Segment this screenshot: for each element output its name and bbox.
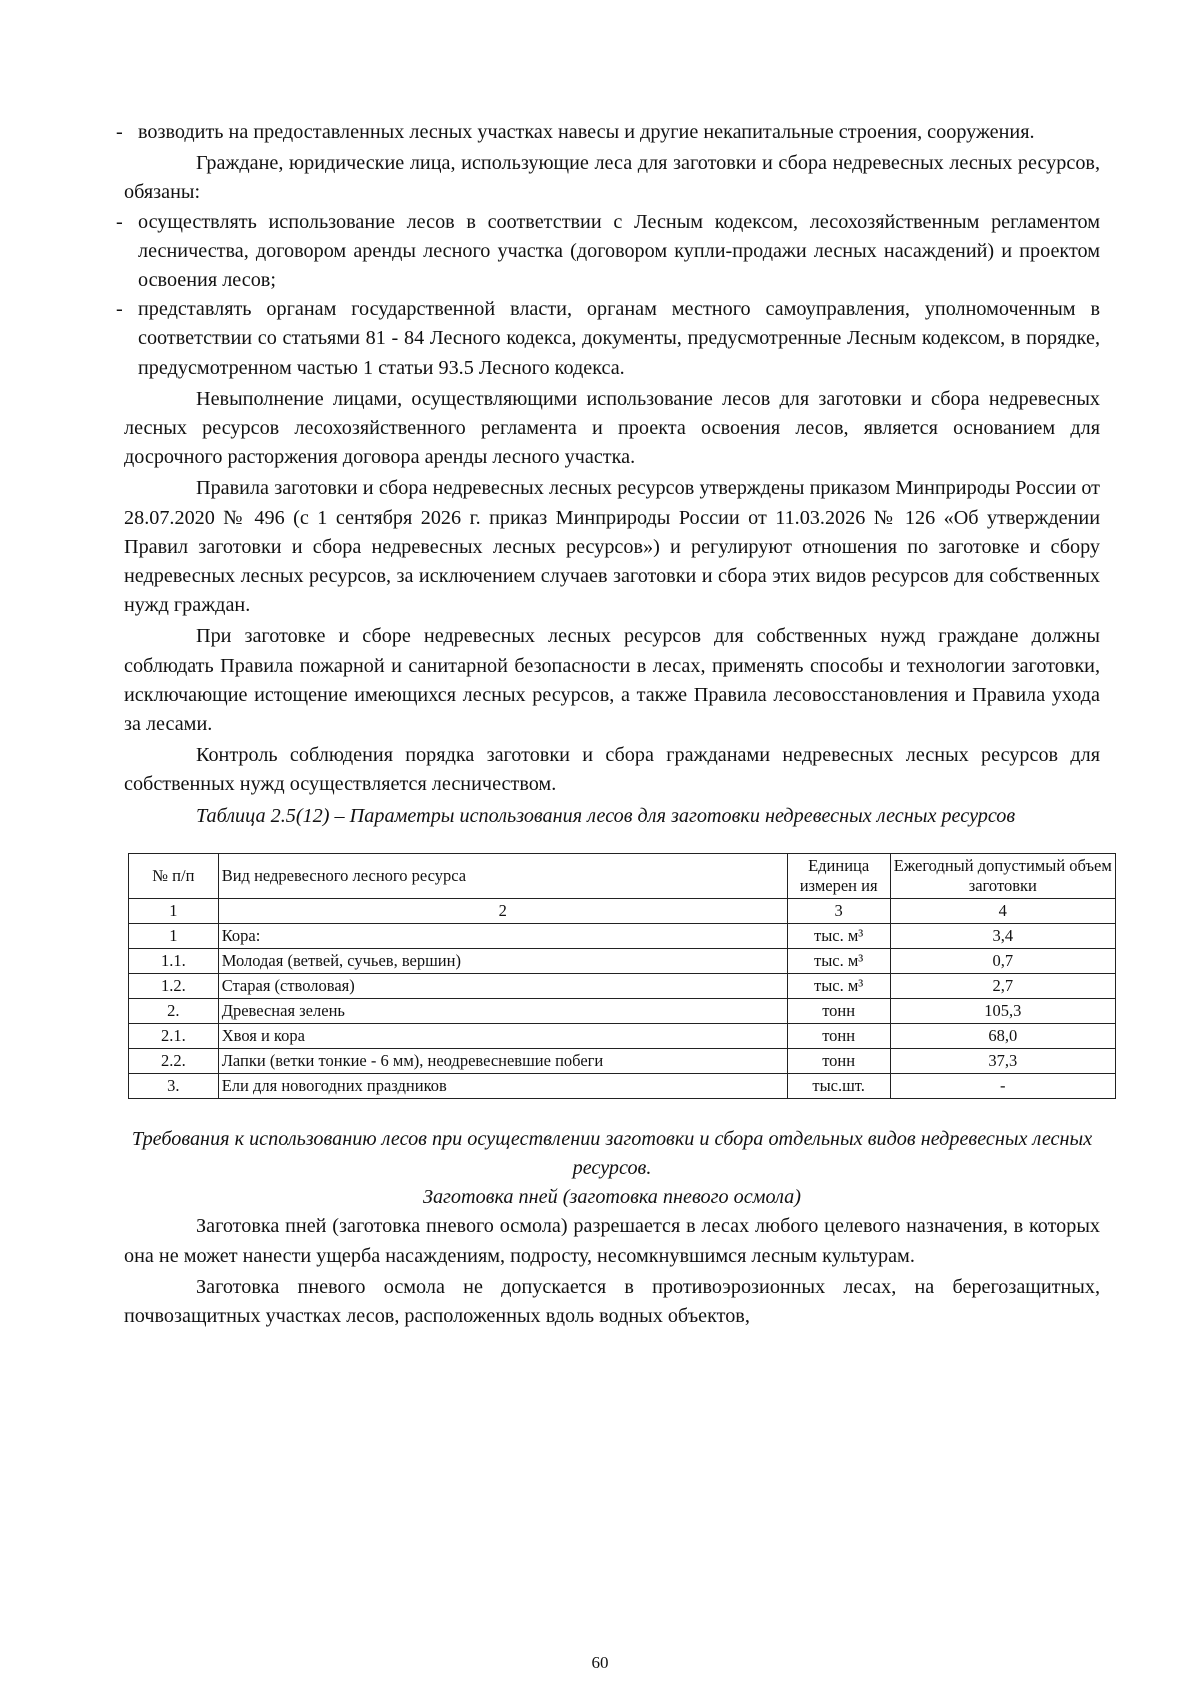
row-num: 2. — [129, 998, 219, 1023]
table-row — [129, 1048, 1116, 1073]
paragraph-obligations: Граждане, юридические лица, использующие леса для заготовки и сбора недревесных лесных ресурсов, обязаны: — [124, 152, 1100, 204]
row-unit: тонн — [787, 998, 890, 1023]
section-title: Требования к использованию лесов при осуществлении заготовки и сбора отдельных видов недревесных лесных ресурсов. — [131, 1127, 1093, 1180]
list-obligations — [124, 208, 1100, 383]
table-header-row — [129, 853, 1116, 898]
row-unit: тонн — [787, 1023, 890, 1048]
row-unit: тыс. м³ — [787, 923, 890, 948]
resources-table — [128, 853, 1116, 1099]
row-num: 1 — [129, 923, 219, 948]
list-item: - представлять органам государственной власти, органам местного самоуправления, уполномоченным в соответствии со статьями 81 - 84 Лесного кодекса, документы, предусмотренные Лесным кодексом, в порядке, предусмотренном частью 1 статьи 93.5 Лесного кодекса. — [124, 295, 1100, 383]
table-row — [129, 1073, 1116, 1098]
table-row — [129, 1023, 1116, 1048]
table-row — [129, 973, 1116, 998]
row-num: 2.1. — [129, 1023, 219, 1048]
list-item: - осуществлять использование лесов в соответствии с Лесным кодексом, лесохозяйственным регламентом лесничества, договором аренды лесного участка (договором купли-продажи лесных насаждений) и проектом освоения лесов; — [124, 208, 1100, 296]
row-value: - — [890, 1073, 1115, 1098]
column-number: 1 — [129, 898, 219, 923]
list-item: - возводить на предоставленных лесных участках навесы и другие некапитальные строения, сооружения. — [124, 118, 1100, 147]
row-name: Старая (стволовая) — [218, 973, 787, 998]
column-number: 2 — [218, 898, 787, 923]
column-number: 4 — [890, 898, 1115, 923]
row-value: 68,0 — [890, 1023, 1115, 1048]
list-top — [124, 118, 1100, 147]
row-name: Ели для новогодних праздников — [218, 1073, 787, 1098]
page-content — [124, 118, 1112, 1331]
table-row — [129, 923, 1116, 948]
row-num: 2.2. — [129, 1048, 219, 1073]
header-num: № п/п — [129, 853, 219, 898]
row-num: 1.2. — [129, 973, 219, 998]
row-unit: тонн — [787, 1048, 890, 1073]
paragraph-nonfulfillment: Невыполнение лицами, осуществляющими использование лесов для заготовки и сбора недревесных лесных ресурсов лесохозяйственного регламента и проекта освоения лесов, является основанием для досрочного расторжения договора аренды лесного участка. — [124, 387, 1100, 469]
page-number: 60 — [591, 1653, 609, 1672]
row-unit: тыс. м³ — [787, 973, 890, 998]
table-row — [129, 948, 1116, 973]
table-row — [129, 998, 1116, 1023]
table-caption: Таблица 2.5(12) – Параметры использования лесов для заготовки недревесных лесных ресурсов — [196, 804, 1016, 827]
row-name: Древесная зелень — [218, 998, 787, 1023]
header-volume: Ежегодный допустимый объем заготовки — [890, 853, 1115, 898]
row-name: Кора: — [218, 923, 787, 948]
row-value: 2,7 — [890, 973, 1115, 998]
paragraph-control: Контроль соблюдения порядка заготовки и сбора гражданами недревесных лесных ресурсов для собственных нужд осуществляется лесничеством. — [124, 744, 1100, 796]
row-name: Лапки (ветки тонкие - 6 мм), неодревесневшие побеги — [218, 1048, 787, 1073]
paragraph-rules: Правила заготовки и сбора недревесных лесных ресурсов утверждены приказом Минприроды России от 28.07.2020 № 496 (с 1 сентября 2026 г. приказ Минприроды России от 11.03.2026 № 126 «Об утверждении Правил заготовки и сбора недревесных лесных ресурсов») и регулируют отношения по заготовке и сбору недревесных лесных ресурсов, за исключением случаев заготовки и сбора этих видов ресурсов для собственных нужд граждан. — [124, 477, 1100, 617]
table-column-numbers-row — [129, 898, 1116, 923]
row-num: 1.1. — [129, 948, 219, 973]
row-unit: тыс. м³ — [787, 948, 890, 973]
row-value: 0,7 — [890, 948, 1115, 973]
row-value: 3,4 — [890, 923, 1115, 948]
row-value: 37,3 — [890, 1048, 1115, 1073]
header-unit: Единица измерен ия — [787, 853, 890, 898]
column-number: 3 — [787, 898, 890, 923]
row-name: Молодая (ветвей, сучьев, вершин) — [218, 948, 787, 973]
header-resource: Вид недревесного лесного ресурса — [218, 853, 787, 898]
paragraph-stumps: Заготовка пней (заготовка пневого осмола) разрешается в лесах любого целевого назначения, в которых она не может нанести ущерба насаждениям, подросту, несомкнувшимся лесным культурам. — [124, 1215, 1100, 1267]
row-name: Хвоя и кора — [218, 1023, 787, 1048]
paragraph-stumps-restrict: Заготовка пневого осмола не допускается в противоэрозионных лесах, на берегозащитных, почвозащитных участках лесов, расположенных вдоль водных объектов, — [124, 1275, 1100, 1328]
row-value: 105,3 — [890, 998, 1115, 1023]
paragraph-citizens: При заготовке и сборе недревесных лесных ресурсов для собственных нужд граждане должны соблюдать Правила пожарной и санитарной безопасности в лесах, применять способы и технологии заготовки, исключающие истощение имеющихся лесных ресурсов, а также Правила лесовосстановления и Правила ухода за лесами. — [124, 625, 1100, 736]
row-unit: тыс.шт. — [787, 1073, 890, 1098]
subsection-title: Заготовка пней (заготовка пневого осмола) — [422, 1186, 802, 1209]
row-num: 3. — [129, 1073, 219, 1098]
